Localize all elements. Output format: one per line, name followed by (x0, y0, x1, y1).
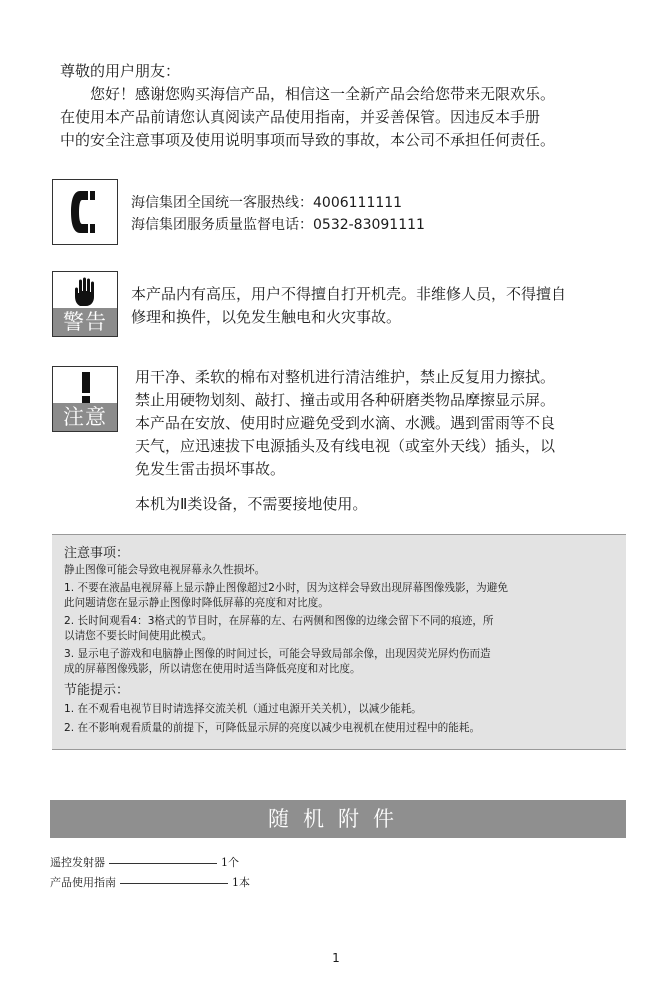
warning-line: 修理和换件，以免发生触电和火灾事故。 (131, 308, 402, 326)
notice-item-3-cont: 成的屏幕图像残影，所以请您在使用时适当降低亮度和对比度。 (64, 663, 361, 675)
caution-box (52, 366, 118, 432)
intro-line: 在使用本产品前请您认真阅读产品使用指南，并妥善保管。因违反本手册 (60, 108, 541, 126)
notice-item-2-cont: 以请您不要长时间使用此模式。 (64, 630, 213, 642)
leader-line (120, 883, 228, 884)
energy-item-2: 2. 在不影响观看质量的前提下，可降低显示屏的亮度以减少电视机在使用过程中的能耗。 (64, 722, 481, 734)
hotline-text (131, 192, 611, 236)
class-two-note: 本机为Ⅱ类设备，不需要接地使用。 (135, 495, 368, 513)
notice-subtitle: 静止图像可能会导致电视屏幕永久性损坏。 (64, 564, 266, 576)
accessory-name: 遥控发射器 (50, 856, 105, 869)
caution-line: 用干净、柔软的棉布对整机进行清洁维护，禁止反复用力擦拭。 (135, 368, 556, 386)
caution-line: 本产品在安放、使用时应避免受到水滴、水溅。遇到雷雨等不良 (135, 414, 556, 432)
caution-line: 天气，应迅速拔下电源插头及有线电视（或室外天线）插头，以 (135, 437, 556, 455)
accessory-qty: 1个 (221, 856, 239, 869)
notice-item-1-cont: 此问题请您在显示静止图像时降低屏幕的亮度和对比度。 (64, 597, 329, 609)
notice-box (52, 534, 626, 750)
warning-box (52, 271, 118, 337)
phone-icon (52, 179, 118, 245)
supervision-line: 海信集团服务质量监督电话：0532-83091111 (131, 217, 425, 233)
intro-line: 中的安全注意事项及使用说明事项而导致的事故，本公司不承担任何责任。 (60, 131, 556, 149)
accessory-qty: 1本 (232, 876, 250, 889)
caution-label: 注意 (53, 403, 117, 431)
warning-text (131, 283, 631, 329)
notice-title: 注意事项： (64, 546, 130, 561)
accessory-item (50, 876, 250, 890)
caution-text (135, 366, 635, 516)
hotline-line: 海信集团全国统一客服热线：4006111111 (131, 195, 403, 211)
notice-item-2: 2. 长时间观看4：3格式的节目时，在屏幕的左、右两侧和图像的边缘会留下不同的痕迹，所 (64, 615, 494, 627)
intro-section (60, 60, 630, 152)
leader-line (109, 863, 217, 864)
notice-item-1: 1. 不要在液晶电视屏幕上显示静止图像超过2小时，因为这样会导致出现屏幕图像残影，为避免 (64, 582, 508, 594)
notice-item-3: 3. 显示电子游戏和电脑静止图像的时间过长，可能会导致局部余像，出现因荧光屏灼伤而造 (64, 648, 491, 660)
caution-line: 禁止用硬物划刻、敲打、撞击或用各种研磨类物品摩擦显示屏。 (135, 391, 556, 409)
greeting: 尊敬的用户朋友： (60, 62, 181, 80)
intro-line: 您好！感谢您购买海信产品，相信这一全新产品会给您带来无限欢乐。 (90, 85, 556, 103)
caution-line: 免发生雷击损坏事故。 (135, 460, 286, 478)
accessories-banner: 随机附件 (50, 800, 626, 838)
page-number: 1 (332, 951, 340, 965)
accessory-item (50, 856, 239, 870)
exclamation-icon (79, 370, 93, 404)
energy-item-1: 1. 在不观看电视节目时请选择交流关机（通过电源开关关机），以减少能耗。 (64, 703, 422, 715)
hand-icon (73, 276, 99, 308)
warning-line: 本产品内有高压，用户不得擅自打开机壳。非维修人员，不得擅自 (131, 285, 567, 303)
energy-title: 节能提示： (64, 683, 130, 698)
accessory-name: 产品使用指南 (50, 876, 116, 889)
warning-label: 警告 (53, 308, 117, 336)
